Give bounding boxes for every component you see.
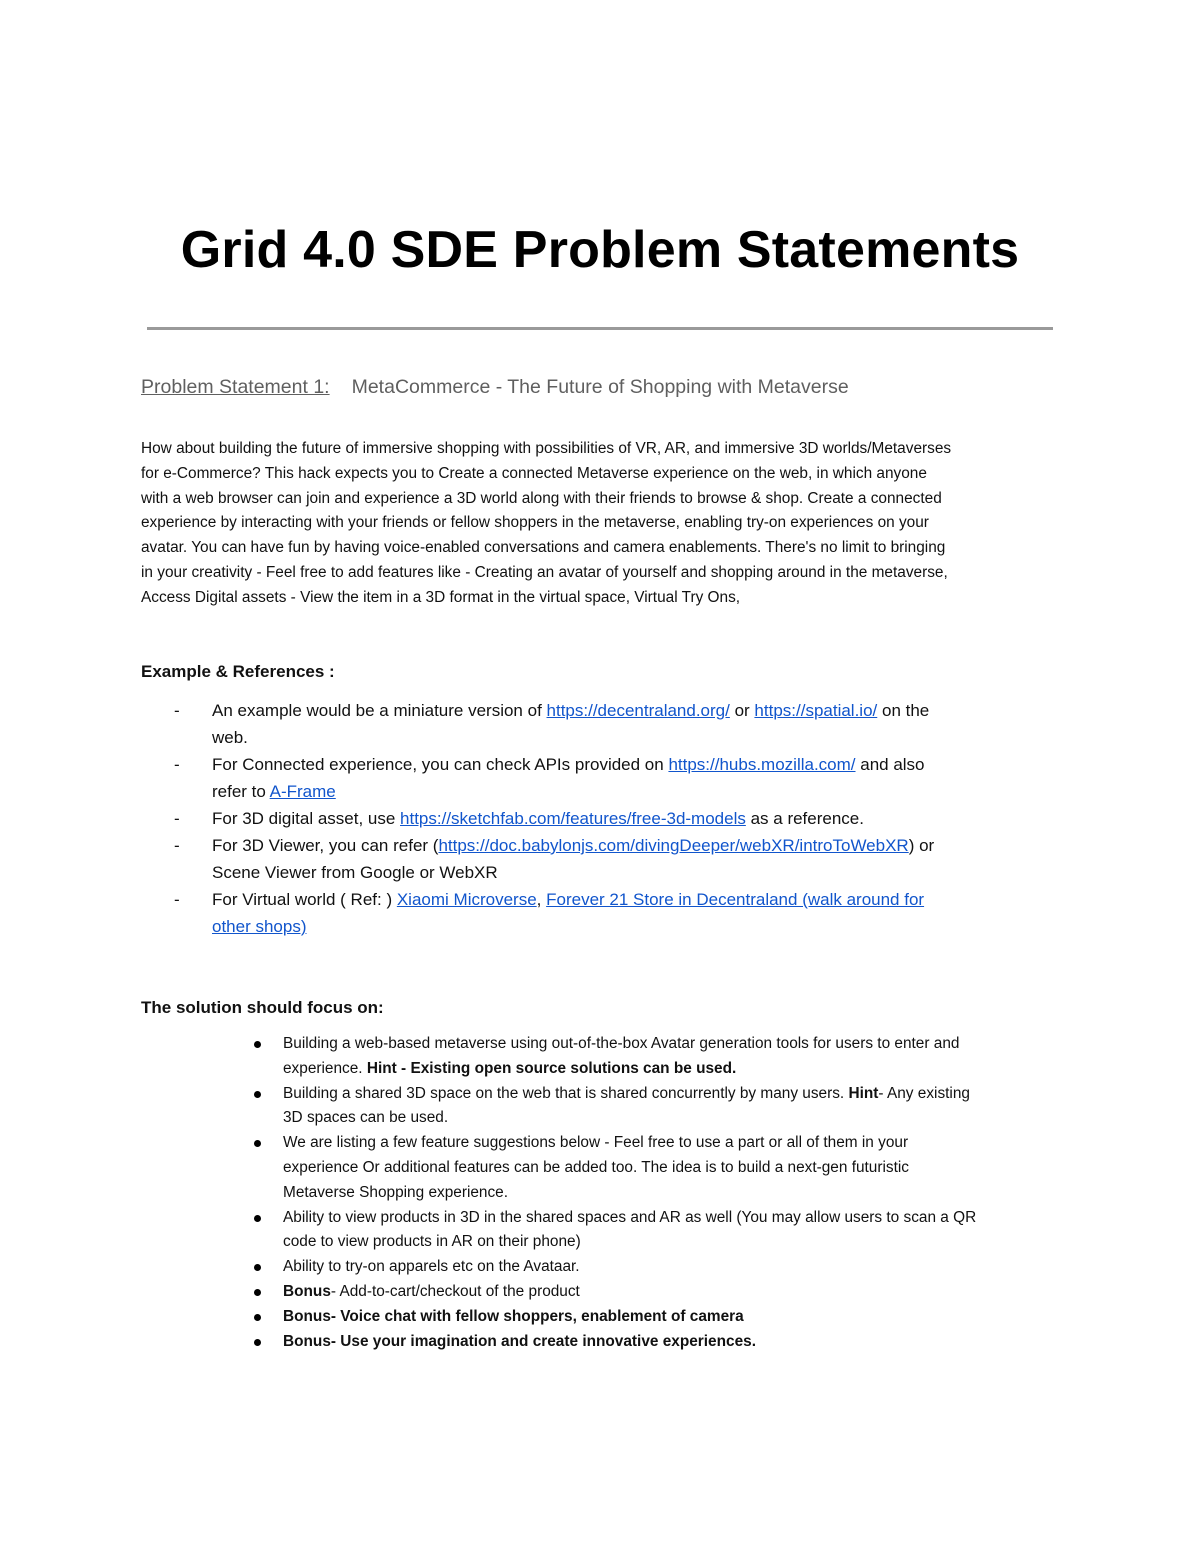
- references-heading: Example & References :: [141, 662, 335, 681]
- bullet-icon: [254, 1041, 261, 1048]
- spatial-link[interactable]: https://spatial.io/: [754, 701, 878, 720]
- focus-heading: The solution should focus on:: [141, 998, 384, 1017]
- list-item: [141, 805, 1041, 832]
- list-item: [141, 1305, 1066, 1330]
- hint-label: Hint: [848, 1084, 879, 1102]
- decentraland-link[interactable]: https://decentraland.org/: [546, 701, 730, 720]
- focus-text: Building a web-based metaverse using out-of-the-box Avatar generation tools for users to enter and: [283, 1035, 960, 1052]
- focus-text: experience.: [283, 1059, 367, 1077]
- ref-text: ) or: [908, 836, 935, 855]
- intro-line: avatar. You can have fun by having voice-enabled conversations and camera enablements. There's no limit to bringing: [141, 539, 946, 557]
- dash-marker: -: [174, 809, 180, 828]
- focus-text: Ability to view products in 3D in the shared spaces and AR as well (You may allow users to scan a QR: [283, 1208, 977, 1226]
- problem-statement-heading: [141, 374, 849, 400]
- list-item: [141, 1082, 1066, 1132]
- ref-text: ,: [536, 890, 547, 909]
- list-item: [141, 1131, 1066, 1205]
- focus-text: 3D spaces can be used.: [283, 1109, 449, 1127]
- bullet-icon: [254, 1264, 261, 1271]
- focus-text: experience Or additional features can be added too. The idea is to build a next-gen futuristic: [283, 1158, 909, 1176]
- document-title: Grid 4.0 SDE Problem Statements: [180, 221, 1020, 279]
- ref-text: An example would be a miniature version of: [212, 701, 547, 720]
- ref-text: Scene Viewer from Google or WebXR: [212, 863, 498, 882]
- sketchfab-link[interactable]: https://sketchfab.com/features/free-3d-models: [400, 809, 746, 828]
- bonus-text: Bonus- Voice chat with fellow shoppers, enablement of camera: [283, 1307, 744, 1325]
- hubs-mozilla-link[interactable]: https://hubs.mozilla.com/: [668, 755, 856, 774]
- bullet-icon: [254, 1140, 261, 1147]
- focus-text: - Any existing: [878, 1084, 970, 1102]
- problem-statement-title: MetaCommerce - The Future of Shopping with Metaverse: [351, 376, 849, 398]
- dash-marker: -: [174, 701, 180, 720]
- ref-text: on the: [877, 701, 930, 720]
- bonus-label: Bonus: [283, 1282, 331, 1300]
- ref-text: or: [729, 701, 755, 720]
- intro-line: How about building the future of immersive shopping with possibilities of VR, AR, and immersive 3D worlds/Metaverses: [141, 440, 952, 457]
- list-item: [141, 1330, 1066, 1355]
- list-item: [141, 751, 1041, 805]
- ref-text: For 3D digital asset, use: [212, 809, 401, 828]
- horizontal-rule: [147, 327, 1053, 330]
- dash-marker: -: [174, 755, 180, 774]
- forever21-link[interactable]: Forever 21 Store in Decentraland (walk around for: [546, 890, 925, 909]
- problem-statement-label: Problem Statement 1:: [141, 376, 330, 398]
- forever21-link-continued[interactable]: other shops): [212, 917, 307, 936]
- list-item: [141, 1255, 1066, 1280]
- bullet-icon: [254, 1314, 261, 1321]
- ref-text: as a reference.: [745, 809, 864, 828]
- dash-marker: -: [174, 836, 180, 855]
- focus-text: We are listing a few feature suggestions below - Feel free to use a part or all of them in your: [283, 1134, 909, 1152]
- intro-line: experience by interacting with your friends or fellow shoppers in the metaverse, enabling try-on experiences on your: [141, 514, 929, 532]
- intro-line: in your creativity - Feel free to add features like - Creating an avatar of yourself and shopping around in the metaverse,: [141, 563, 948, 581]
- bullet-icon: [254, 1289, 261, 1296]
- list-item: [141, 886, 1041, 940]
- hint-text: Hint - Existing open source solutions can be used.: [366, 1059, 737, 1077]
- list-item: [141, 1280, 1066, 1305]
- focus-text: Building a shared 3D space on the web that is shared concurrently by many users.: [283, 1084, 849, 1102]
- list-item: [141, 697, 1041, 751]
- xiaomi-microverse-link[interactable]: Xiaomi Microverse: [396, 890, 537, 909]
- bullet-icon: [254, 1091, 261, 1098]
- list-item: [141, 1206, 1066, 1256]
- bullet-icon: [254, 1339, 261, 1346]
- focus-list: [141, 1032, 1066, 1354]
- ref-text: web.: [212, 728, 248, 747]
- focus-text: - Add-to-cart/checkout of the product: [330, 1282, 580, 1300]
- focus-text: code to view products in AR on their phone): [283, 1233, 581, 1251]
- intro-paragraph: [141, 437, 1066, 611]
- list-item: [141, 1032, 1066, 1082]
- bullet-icon: [254, 1215, 261, 1222]
- focus-text: Metaverse Shopping experience.: [283, 1183, 509, 1201]
- intro-line: with a web browser can join and experience a 3D world along with their friends to browse & shop. Create a connected: [141, 489, 942, 507]
- bonus-text: Bonus- Use your imagination and create innovative experiences.: [283, 1332, 756, 1350]
- focus-text: Ability to try-on apparels etc on the Avataar.: [283, 1258, 580, 1276]
- aframe-link[interactable]: A-Frame: [269, 782, 336, 801]
- ref-text: and also: [855, 755, 925, 774]
- ref-text: refer to: [212, 782, 270, 801]
- ref-text: For 3D Viewer, you can refer (: [212, 836, 439, 855]
- references-list: [141, 697, 1041, 940]
- intro-line: for e-Commerce? This hack expects you to Create a connected Metaverse experience on the web, in which anyone: [141, 464, 927, 482]
- dash-marker: -: [174, 890, 180, 909]
- ref-text: For Virtual world ( Ref: ): [212, 890, 397, 909]
- ref-text: For Connected experience, you can check APIs provided on: [212, 755, 669, 774]
- list-item: [141, 832, 1041, 886]
- babylonjs-link[interactable]: https://doc.babylonjs.com/divingDeeper/webXR/introToWebXR: [438, 836, 909, 855]
- intro-line: Access Digital assets - View the item in a 3D format in the virtual space, Virtual Try Ons,: [141, 588, 741, 606]
